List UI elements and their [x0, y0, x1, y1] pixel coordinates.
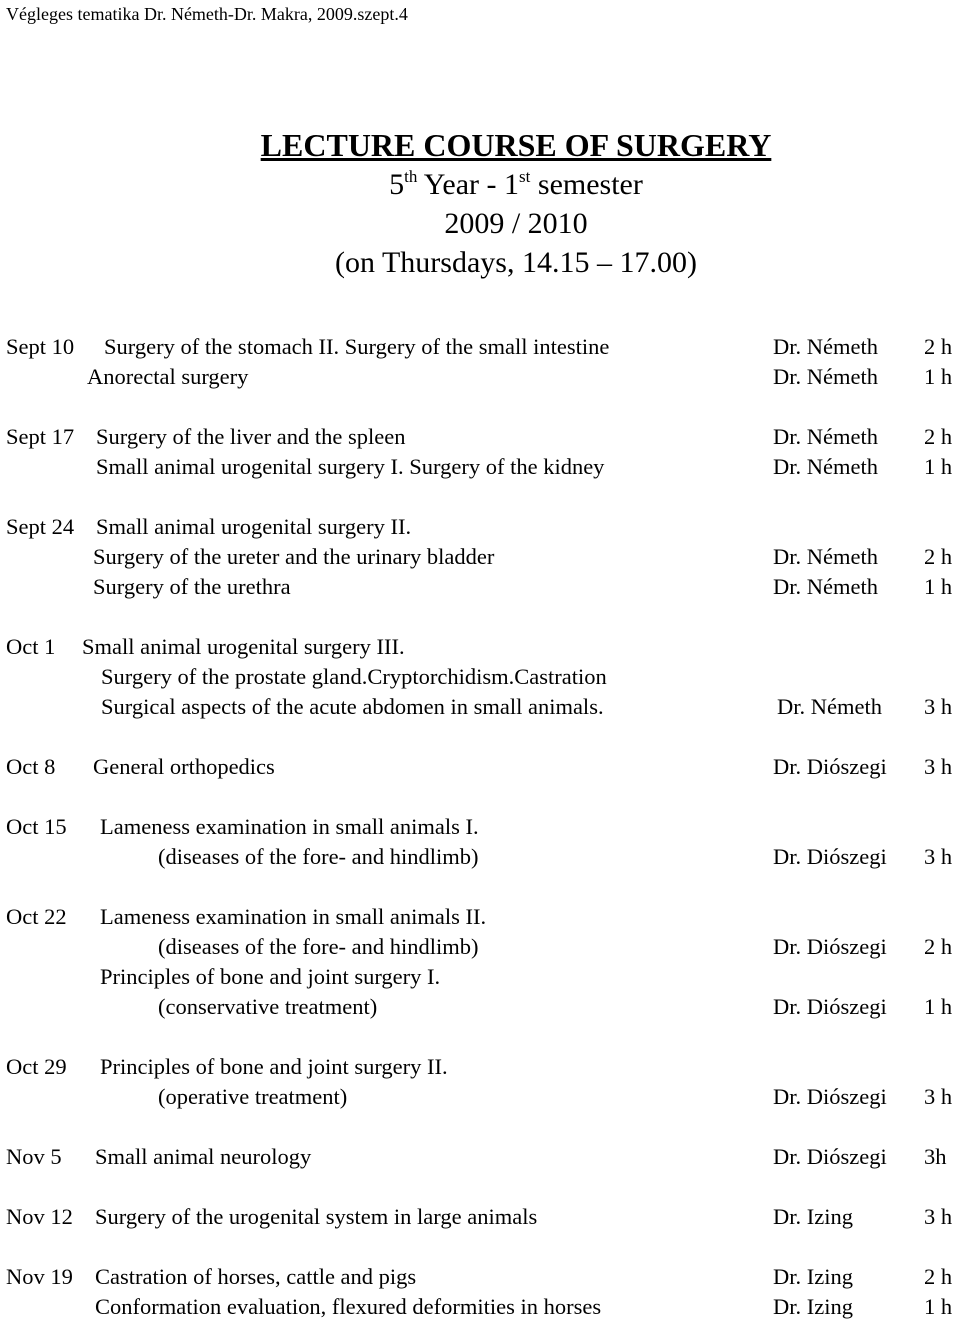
lecturer-name: Dr. Izing [773, 1294, 853, 1319]
year-number: 5 [389, 168, 405, 201]
lecture-topic: Surgical aspects of the acute abdomen in small animals. [101, 694, 604, 719]
lecturer-name: Dr. Németh [773, 454, 878, 479]
lecture-topic: Lameness examination in small animals I. [100, 814, 479, 839]
lecturer-name: Dr. Németh [773, 424, 878, 449]
document-header: Végleges tematika Dr. Németh-Dr. Makra, 2009.szept.4 [6, 4, 408, 24]
lecture-hours: 1 h [924, 454, 953, 479]
lecture-topic: Surgery of the urethra [93, 574, 291, 599]
lecture-date: Nov 5 [6, 1144, 62, 1169]
lecture-topic: Small animal neurology [95, 1144, 312, 1169]
year-suffix: th [404, 167, 418, 186]
semester-label: semester [530, 168, 643, 201]
lecture-hours: 3 h [924, 1204, 953, 1229]
lecture-hours: 1 h [924, 994, 953, 1019]
lecture-date: Oct 22 [6, 904, 67, 929]
lecture-hours: 2 h [924, 334, 953, 359]
lecture-topic: Castration of horses, cattle and pigs [95, 1264, 417, 1289]
lecture-hours: 2 h [924, 934, 953, 959]
lecturer-name: Dr. Németh [777, 694, 882, 719]
lecturer-name: Dr. Diószegi [773, 754, 887, 779]
lecturer-name: Dr. Diószegi [773, 1144, 887, 1169]
lecture-hours: 1 h [924, 1294, 953, 1319]
lecture-topic: Surgery of the prostate gland.Cryptorchidism.Castration [101, 664, 607, 689]
lecture-topic: Small animal urogenital surgery III. [82, 634, 405, 659]
lecture-topic: Lameness examination in small animals II. [100, 904, 487, 929]
lecture-hours: 1 h [924, 574, 953, 599]
lecturer-name: Dr. Németh [773, 364, 878, 389]
lecture-topic: Principles of bone and joint surgery I. [100, 964, 441, 989]
semester-line [0, 165, 960, 204]
lecture-topic: Small animal urogenital surgery I. Surgery of the kidney [96, 454, 605, 479]
title-block [0, 126, 960, 282]
schedule-time: (on Thursdays, 14.15 – 17.00) [335, 246, 697, 279]
lecture-hours: 2 h [924, 544, 953, 569]
lecture-hours: 1 h [924, 364, 953, 389]
year-label: Year - 1 [417, 168, 520, 201]
lecture-date: Sept 10 [6, 334, 75, 359]
lecture-topic: Anorectal surgery [87, 364, 249, 389]
lecturer-name: Dr. Németh [773, 334, 878, 359]
lecture-topic: Surgery of the urogenital system in large animals [95, 1204, 538, 1229]
lecture-date: Oct 15 [6, 814, 67, 839]
lecturer-name: Dr. Diószegi [773, 994, 887, 1019]
lecture-date: Nov 19 [6, 1264, 73, 1289]
lecture-topic: (diseases of the fore- and hindlimb) [158, 844, 479, 869]
lecturer-name: Dr. Németh [773, 544, 878, 569]
lecture-topic: Surgery of the ureter and the urinary bladder [93, 544, 495, 569]
lecturer-name: Dr. Izing [773, 1204, 853, 1229]
lecture-date: Oct 29 [6, 1054, 67, 1079]
lecture-date: Oct 1 [6, 634, 56, 659]
lecture-topic: (conservative treatment) [158, 994, 378, 1019]
lecture-date: Sept 24 [6, 514, 75, 539]
lecture-date: Nov 12 [6, 1204, 73, 1229]
lecturer-name: Dr. Diószegi [773, 844, 887, 869]
lecturer-name: Dr. Diószegi [773, 934, 887, 959]
lecture-topic: General orthopedics [93, 754, 275, 779]
lecture-hours: 3 h [924, 754, 953, 779]
lecture-date: Oct 8 [6, 754, 56, 779]
lecture-hours: 3 h [924, 694, 953, 719]
lecturer-name: Dr. Izing [773, 1264, 853, 1289]
lecture-topic: Conformation evaluation, flexured deformities in horses [95, 1294, 602, 1319]
lecture-hours: 3 h [924, 844, 953, 869]
academic-year: 2009 / 2010 [444, 207, 588, 240]
lecturer-name: Dr. Diószegi [773, 1084, 887, 1109]
lecture-topic: Principles of bone and joint surgery II. [100, 1054, 448, 1079]
lecture-topic: Surgery of the liver and the spleen [96, 424, 406, 449]
lecture-date: Sept 17 [6, 424, 75, 449]
lecture-hours: 2 h [924, 1264, 953, 1289]
lecture-hours: 3 h [924, 1084, 953, 1109]
course-title: LECTURE COURSE OF SURGERY [260, 127, 772, 163]
lecture-hours: 3h [924, 1144, 947, 1169]
lecture-topic: Surgery of the stomach II. Surgery of the small intestine [104, 334, 610, 359]
lecture-hours: 2 h [924, 424, 953, 449]
lecture-topic: (diseases of the fore- and hindlimb) [158, 934, 479, 959]
semester-suffix: st [519, 167, 531, 186]
lecture-topic: (operative treatment) [158, 1084, 348, 1109]
lecture-topic: Small animal urogenital surgery II. [96, 514, 412, 539]
lecturer-name: Dr. Németh [773, 574, 878, 599]
